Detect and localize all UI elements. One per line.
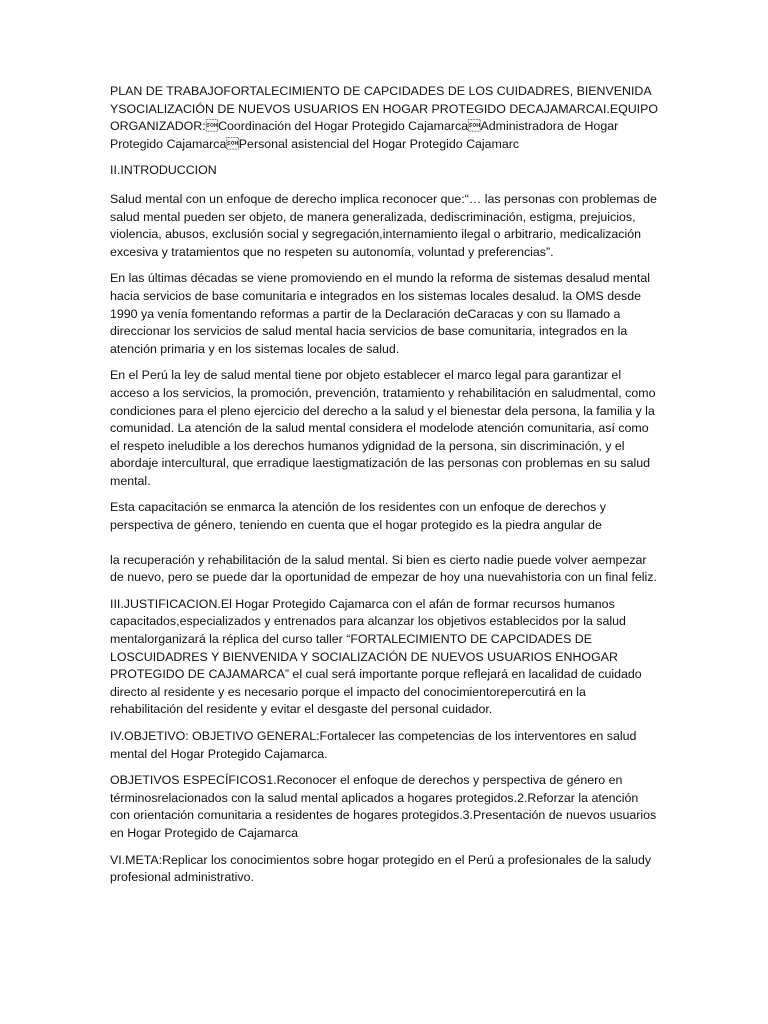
introduction-paragraph-4a: Esta capacitación se enmarca la atención de los residentes con un enfoque de derechos y perspectiva de género, teniendo en cuenta que el hogar protegido es la piedra angular de — [110, 500, 606, 533]
document-header: PLAN DE TRABAJOFORTALECIMIENTO DE CAPCIDADES DE LOS CUIDADRES, BIENVENIDA YSOCIALIZACIÓN DE NUEVOS USUARIOS EN HOGAR PROTEGIDO DECAJAMARCAI.EQUIPO ORGANIZADOR:Coordinación del Hogar Protegido CajamarcaAdministradora de Hogar Protegido CajamarcaPersonal asistencial del Hogar Protegido Cajamarc — [110, 84, 659, 151]
objetivo-general-paragraph: IV.OBJETIVO: OBJETIVO GENERAL:Fortalecer las competencias de los interventores en salud mental del Hogar Protegido Cajamarca. — [110, 729, 637, 761]
introduction-paragraph-2: En las últimas décadas se viene promoviendo en el mundo la reforma de sistemas desalud mental hacia servicios de base comunitaria e integrados en los sistemas locales desalud. la OMS desde 1990 ya venía fomentando reformas a partir de la Declaración deCaracas y con su llamado a direccionar los servicios de salud mental hacia servicios de base comunitaria, integrados en la atención primaria y en los sistemas locales de salud. — [110, 271, 650, 356]
section-heading-introduccion: II.INTRODUCCION — [110, 163, 217, 178]
introduction-paragraph-4b: la recuperación y rehabilitación de la salud mental. Si bien es cierto nadie puede volver aempezar de nuevo, pero se puede dar la oportunidad de empezar de hoy una nuevahistoria con un final feliz. — [110, 552, 657, 585]
introduction-paragraph-1: Salud mental con un enfoque de derecho implica reconocer que:“… las personas con problemas de salud mental pueden ser objeto, de manera generalizada, dediscriminación, estigma, prejuicios, violencia, abusos, exclusión social y segregación,internamiento ilegal o arbitrario, medicalización excesiva y tratamientos que no respeten su autonomía, voluntad y preferencias”. — [110, 191, 657, 259]
justificacion-paragraph: III.JUSTIFICACION.El Hogar Protegido Cajamarca con el afán de formar recursos humanos capacitados,especializados y entrenados para alcanzar los objetivos establecidos por la salud mentalorganizará la réplica del curso taller “FORTALECIMIENTO DE CAPCIDADES DE LOSCUIDADRES Y BIENVENIDA Y SOCIALIZACIÓN DE NUEVOS USUARIOS ENHOGAR PROTEGIDO DE CAJAMARCA” el cual será importante porque reflejará en lacalidad de cuidado directo al residente y es necesario porque el impacto del conocimientorepercutirá en la rehabilitación del residente y evitar el desgaste del personal cuidador. — [110, 596, 642, 717]
objetivos-especificos-paragraph: OBJETIVOS ESPECÍFICOS1.Reconocer el enfoque de derechos y perspectiva de género en términosrelacionados con la salud mental aplicados a hogares protegidos.2.Reforzar la atención con orientación comunitaria a residentes de hogares protegidos.3.Presentación de nuevos usuarios en Hogar Protegido de Cajamarca — [110, 773, 657, 840]
introduction-paragraph-3: En el Perú la ley de salud mental tiene por objeto establecer el marco legal para garantizar el acceso a los servicios, la promoción, prevención, tratamiento y rehabilitación en saludmental, como condiciones para el pleno ejercicio del derecho a la salud y el bienestar dela persona, la familia y la comunidad. La atención de la salud mental considera el modelode atención comunitaria, así como el respeto ineludible a los derechos humanos ydignidad de la persona, sin discriminación, y el abordaje intercultural, que erradique laestigmatización de las personas con problemas en su salud mental. — [110, 368, 656, 488]
meta-paragraph: VI.META:Replicar los conocimientos sobre hogar protegido en el Perú a profesionales de la saludy profesional administrativo. — [110, 852, 652, 885]
